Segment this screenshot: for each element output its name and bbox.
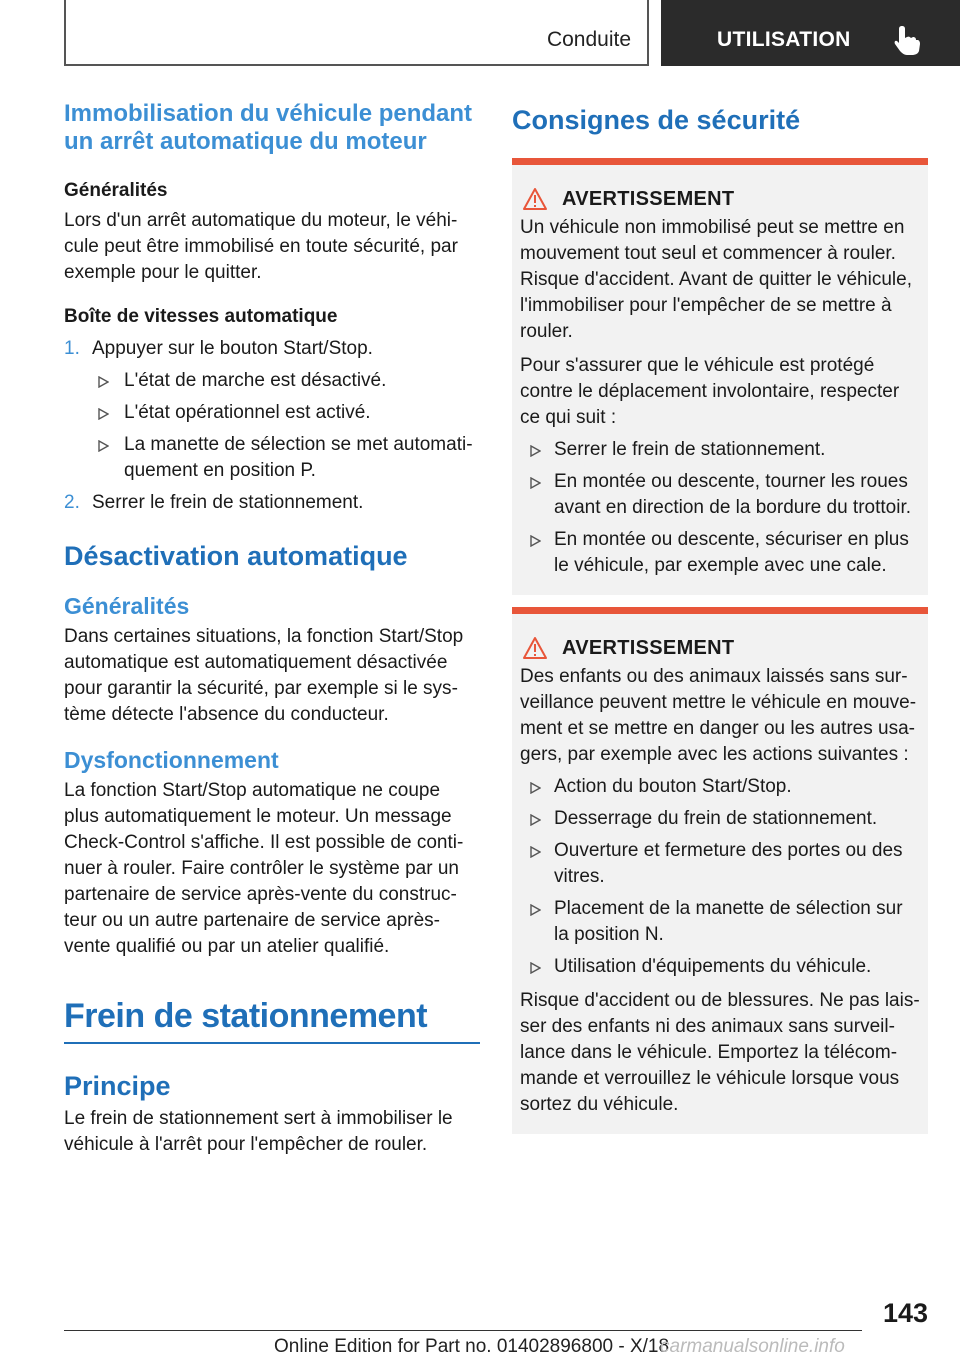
warning-text: Des enfants ou des animaux laissés sans surveillance peuvent mettre le véhicule en mouvement et se mettre en danger ou les autres usagers, par exemple avec les actions suivantes :	[520, 666, 917, 765]
list-item-text: L'état opérationnel est activé.	[124, 402, 371, 423]
list-item-text: Utilisation d'équipements du véhicule.	[554, 956, 872, 977]
right-column	[512, 100, 928, 1134]
desactivation-generalites-heading: Généralités	[64, 593, 190, 619]
dysfonctionnement-text: La fonction Start/Stop automatique ne coupe plus automatiquement le moteur. Un message Check-Control s'affiche. Il est possible de continuer à rouler. Faire contrôler le système par un partenaire de service après-vente du constructeur ou un autre partenaire de service après-vente qualifié ou par un atelier qualifié.	[64, 780, 464, 957]
triangle-bullet-icon	[530, 962, 541, 974]
triangle-bullet-icon	[98, 376, 109, 388]
dysfonctionnement-heading: Dysfonctionnement	[64, 747, 279, 773]
warning-box	[512, 607, 928, 1134]
principe-heading: Principe	[64, 1071, 171, 1101]
list-item-text: L'état de marche est désactivé.	[124, 370, 387, 391]
desactivation-generalites-text: Dans certaines situations, la fonction Start/Stop automatique est automatiquement désactivée pour garantir la sécurité, par exemple si le système détecte l'absence du conducteur.	[64, 626, 464, 725]
triangle-bullet-icon	[98, 408, 109, 420]
footer-edition: Online Edition for Part no. 01402896800 - X/18	[274, 1336, 670, 1357]
warning-title-text: AVERTISSEMENT	[562, 187, 735, 210]
list-item-text: Serrer le frein de stationnement.	[554, 439, 826, 460]
list-item-text: Ouverture et fermeture des portes ou des vitres.	[554, 840, 903, 887]
boite-vitesses-label: Boîte de vitesses automatique	[64, 306, 338, 327]
header-section-label: Conduite	[546, 28, 631, 51]
list-item	[520, 806, 920, 832]
steps-list	[64, 336, 480, 516]
triangle-bullet-icon	[98, 440, 109, 452]
step-text: Appuyer sur le bouton Start/Stop.	[92, 338, 373, 359]
list-item	[520, 954, 920, 980]
step-sublist	[92, 368, 480, 484]
triangle-bullet-icon	[530, 782, 541, 794]
list-item	[92, 368, 480, 394]
list-item-text: Action du bouton Start/Stop.	[554, 776, 792, 797]
list-item	[520, 774, 920, 800]
principe-text: Le frein de stationnement sert à immobiliser le véhicule à l'arrêt pour l'empêcher de rouler.	[64, 1108, 453, 1155]
triangle-bullet-icon	[530, 814, 541, 826]
warning-title	[522, 187, 920, 211]
warning-text: Un véhicule non immobilisé peut se mettre en mouvement tout seul et commencer à rouler. Risque d'accident. Avant de quitter le véhicule, l'immobiliser pour l'empêcher de se mettre à rouler.	[520, 217, 912, 342]
warning-text: Risque d'accident ou de blessures. Ne pas laisser des enfants ni des animaux sans surveillance dans le véhicule. Emportez la télécommande et verrouillez le véhicule lorsque vous sortez du véhicule.	[520, 990, 920, 1115]
immobilisation-heading: Immobilisation du véhicule pendant un arrêt automatique du moteur	[64, 100, 473, 155]
list-item	[92, 400, 480, 426]
warning-triangle-icon	[522, 187, 548, 211]
list-item	[520, 896, 920, 948]
step-item	[64, 490, 480, 516]
list-item-text: Desserrage du frein de stationnement.	[554, 808, 878, 829]
step-item	[64, 336, 480, 484]
step-number: 1.	[64, 338, 80, 359]
list-item	[520, 838, 920, 890]
consignes-heading: Consignes de sécurité	[512, 105, 801, 135]
heading-rule	[64, 1042, 480, 1044]
left-column	[64, 100, 480, 1158]
page-number: 143	[882, 1298, 928, 1328]
list-item	[520, 437, 920, 463]
list-item-text: En montée ou descente, sécuriser en plus le véhicule, par exemple avec une cale.	[554, 529, 909, 576]
warning-text: Pour s'assurer que le véhicule est protégé contre le déplacement involontaire, respecter ce qui suit :	[520, 355, 900, 428]
warning-list	[520, 774, 920, 980]
triangle-bullet-icon	[530, 535, 541, 547]
warning-list	[520, 437, 920, 579]
warning-title-text: AVERTISSEMENT	[562, 636, 735, 659]
hand-pointer-icon	[893, 24, 921, 56]
list-item	[520, 469, 920, 521]
frein-stationnement-heading: Frein de stationnement	[64, 997, 428, 1035]
generalites-label: Généralités	[64, 180, 168, 201]
step-number: 2.	[64, 492, 80, 513]
warning-title	[522, 636, 920, 660]
triangle-bullet-icon	[530, 846, 541, 858]
header-section-box	[64, 0, 649, 66]
triangle-bullet-icon	[530, 445, 541, 457]
list-item	[92, 432, 480, 484]
warning-triangle-icon	[522, 636, 548, 660]
header-chapter-tab	[661, 0, 960, 66]
footer-rule	[64, 1330, 862, 1331]
desactivation-heading: Désactivation automatique	[64, 541, 408, 571]
footer-watermark: carmanualsonline.info	[660, 1336, 845, 1357]
triangle-bullet-icon	[530, 477, 541, 489]
header-chapter-label: UTILISATION	[717, 28, 851, 51]
triangle-bullet-icon	[530, 904, 541, 916]
list-item-text: Placement de la manette de sélection sur la position N.	[554, 898, 903, 945]
list-item-text: La manette de sélection se met automatiquement en position P.	[124, 434, 473, 481]
generalites-text: Lors d'un arrêt automatique du moteur, le véhicule peut être immobilisé en toute sécurité, par exemple pour le quitter.	[64, 210, 458, 283]
warning-box	[512, 158, 928, 595]
list-item-text: En montée ou descente, tourner les roues avant en direction de la bordure du trottoir.	[554, 471, 912, 518]
list-item	[520, 527, 920, 579]
step-text: Serrer le frein de stationnement.	[92, 492, 364, 513]
